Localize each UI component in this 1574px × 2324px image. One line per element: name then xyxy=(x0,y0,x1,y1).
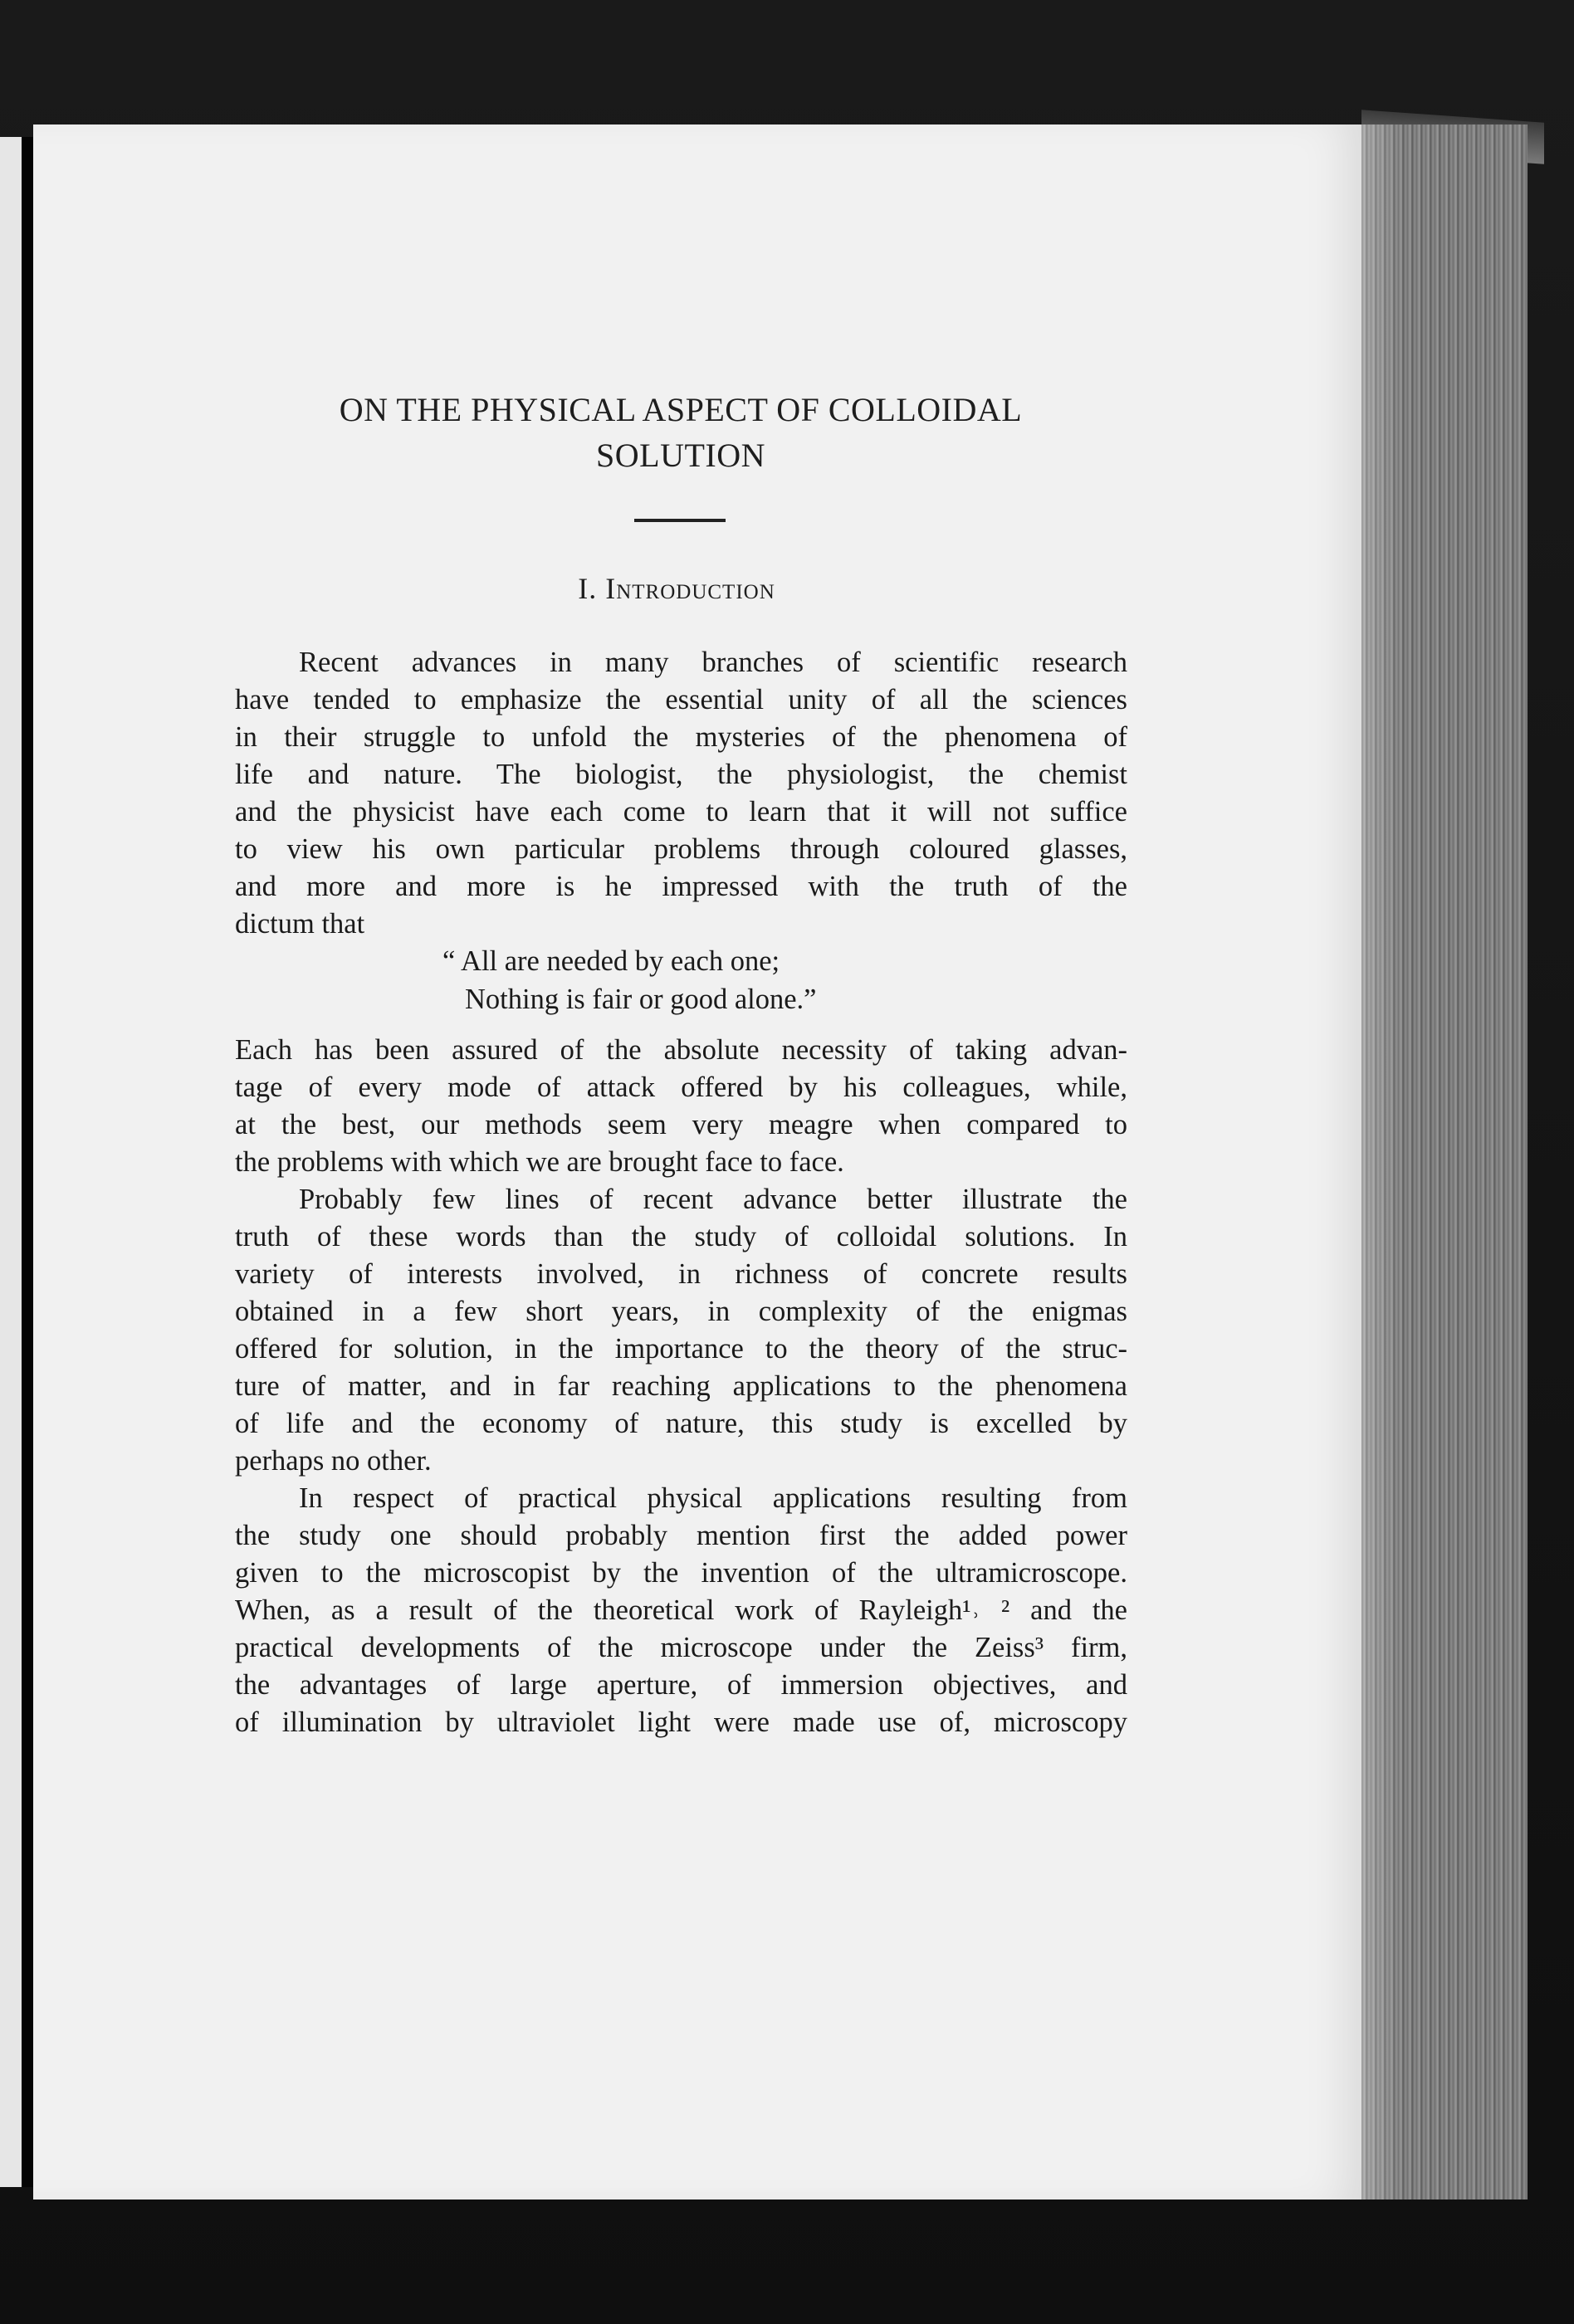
body-line: of illumination by ultraviolet light were made use of, microscopy xyxy=(235,1706,1127,1738)
title-rule xyxy=(634,519,726,522)
body-line: obtained in a few short years, in complexity of the enigmas xyxy=(235,1296,1127,1327)
body-line: have tended to emphasize the essential unity of all the sciences xyxy=(235,684,1127,715)
body-line: the advantages of large aperture, of immersion objectives, and xyxy=(235,1669,1127,1701)
body-line: Recent advances in many branches of scientific research xyxy=(299,647,1127,678)
body-line: dictum that xyxy=(235,908,365,940)
body-line: life and nature. The biologist, the physiologist, the chemist xyxy=(235,759,1127,790)
chapter-title-line-1: ON THE PHYSICAL ASPECT OF COLLOIDAL xyxy=(339,391,1023,428)
body-line: variety of interests involved, in richness of concrete results xyxy=(235,1258,1127,1290)
body-line: of life and the economy of nature, this study is excelled by xyxy=(235,1408,1127,1439)
body-line: and more and more is he impressed with the truth of the xyxy=(235,871,1127,902)
body-line: practical developments of the microscope under the Zeiss³ firm, xyxy=(235,1632,1127,1663)
body-line: and the physicist have each come to learn that it will not suffice xyxy=(235,796,1127,828)
body-line: When, as a result of the theoretical work of Rayleigh¹˒ ² and the xyxy=(235,1594,1127,1626)
body-line: the problems with which we are brought face to face. xyxy=(235,1146,844,1178)
body-line: ture of matter, and in far reaching applications to the phenomena xyxy=(235,1370,1127,1402)
body-line: perhaps no other. xyxy=(235,1445,432,1477)
quote-line: “ All are needed by each one; xyxy=(442,945,780,977)
body-line: truth of these words than the study of colloidal solutions. In xyxy=(235,1221,1127,1252)
body-line: tage of every mode of attack offered by his colleagues, while, xyxy=(235,1072,1127,1103)
body-line: the study one should probably mention first the added power xyxy=(235,1520,1127,1551)
chapter-title-line-2: SOLUTION xyxy=(596,437,765,474)
body-line: to view his own particular problems through coloured glasses, xyxy=(235,833,1127,865)
body-line: Each has been assured of the absolute necessity of taking advan- xyxy=(235,1034,1127,1066)
body-line: in their struggle to unfold the mysteries of the phenomena of xyxy=(235,721,1127,753)
body-line: offered for solution, in the importance to the theory of the struc- xyxy=(235,1333,1127,1365)
body-line: given to the microscopist by the invention of the ultramicroscope. xyxy=(235,1557,1127,1589)
section-heading: I. Introduction xyxy=(578,572,775,605)
body-line: at the best, our methods seem very meagre when compared to xyxy=(235,1109,1127,1140)
body-line: Probably few lines of recent advance better illustrate the xyxy=(299,1184,1127,1215)
body-line: In respect of practical physical applications resulting from xyxy=(299,1482,1127,1514)
quote-line: Nothing is fair or good alone.” xyxy=(465,984,817,1015)
